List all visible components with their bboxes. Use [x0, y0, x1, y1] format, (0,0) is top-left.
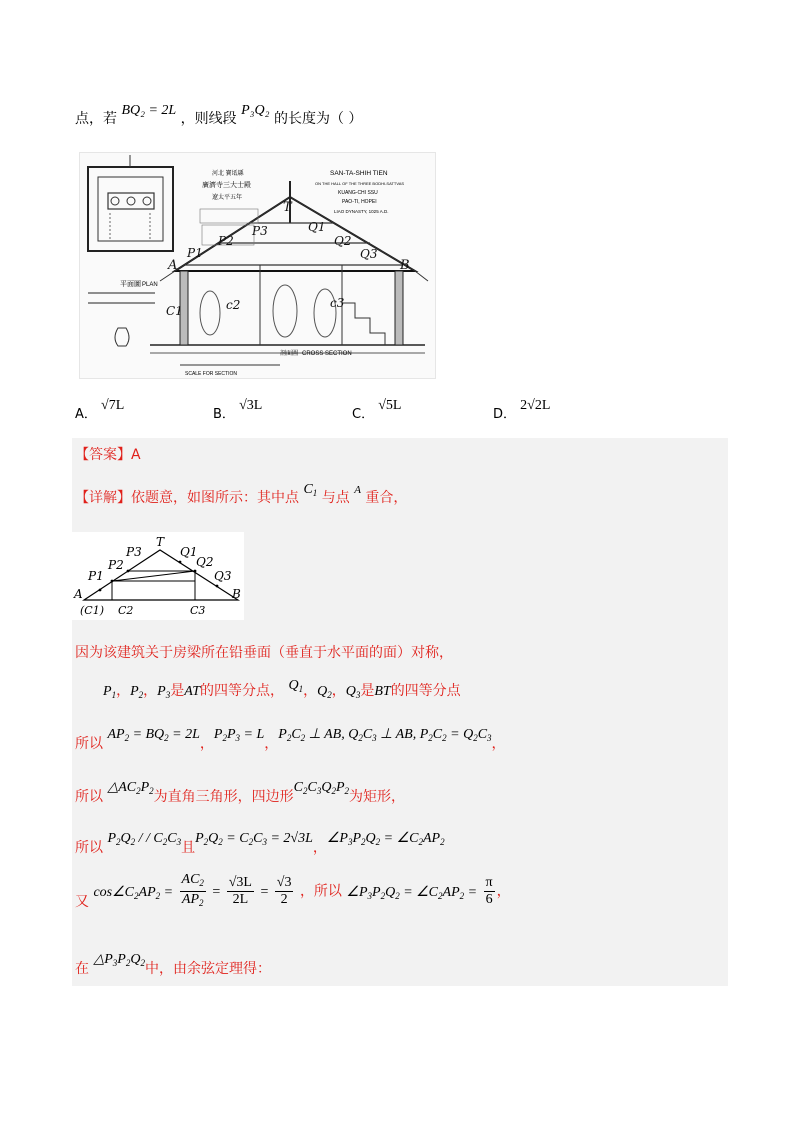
roof-geometry-diagram: [72, 532, 244, 620]
detail-intro-text-c: 重合，: [365, 490, 408, 506]
answer-value: A: [131, 447, 141, 463]
detail-line-6-mid: ，所以: [299, 883, 342, 900]
photo-label-Q1: Q1: [308, 220, 326, 234]
title-line-4: PAO-TI, HOPEI: [342, 199, 377, 205]
detail-intro-text-b: 与点: [321, 490, 350, 506]
detail-line-4-b: 为矩形，: [349, 789, 406, 805]
photo-label-Q2: Q2: [334, 234, 352, 248]
stem-mid: ，则线段: [180, 111, 237, 127]
stem-suffix: 的长度为（ ）: [273, 111, 363, 127]
detail-line-2-c: 的四等分点: [390, 683, 461, 699]
answer-line: [75, 444, 141, 464]
section-cn-label: 剖面圖: [280, 351, 299, 357]
detail-line-3: 所以 $AP_2 = BQ_2 = 2L$，$P_2P_3 = L$，$P_2C_2$ ⊥ AB, $Q_2C_3$ ⊥ AB, $P_2C_2 = Q_2C_3$，: [75, 727, 506, 752]
photo-label-A: A: [168, 258, 178, 273]
photo-label-P2: P2: [218, 234, 234, 248]
cn-caption-2: 廣濟寺三大士殿: [202, 182, 251, 189]
option-d-label: D．: [493, 407, 517, 422]
stem-segment: P₃Q₂: [241, 103, 270, 118]
title-line-3: KUANG-CHI SSU: [338, 190, 378, 196]
detail-line-2: $P_1$，$P_2$，$P_3$是AT的四等分点， $Q_1$，$Q_2$，$Q_3$是BT的四等分点: [103, 678, 461, 700]
answer-tag: 【答案】: [75, 447, 131, 463]
diag-label-C2: C2: [118, 604, 134, 617]
title-line-1: SAN-TA-SHIH TIEN: [330, 170, 388, 177]
detail-tag: 【详解】: [75, 490, 131, 506]
cn-caption-1: 河北 寶坻縣: [212, 171, 244, 177]
hall-cross-section-figure: [79, 152, 436, 379]
diag-label-A: A: [74, 587, 83, 601]
photo-label-Q3: Q3: [360, 247, 378, 261]
photo-label-c3: c3: [330, 296, 345, 310]
detail-line-6: 又 $\cos\angle C_2AP_2$ = $\frac{AC_2}{AP_2}$ = $\frac{√3L}{2L}$ = $\frac{√3}{2}$ ，所以 $\angle P_3P_2Q_2$ = $\angle C_2AP_2$ = $\frac{\pi}{6}$ ，: [75, 872, 511, 910]
stem-condition: BQ₂ = 2L: [121, 103, 177, 118]
detail-line-4-prefix: 所以: [75, 789, 103, 805]
title-line-5: LIAO DYNASTY, 1025 A.D.: [334, 209, 389, 214]
detail-line-7-suffix: 中，由余弦定理得：: [144, 961, 271, 977]
detail-intro-text-a: 依题意，如图所示：其中点: [131, 490, 299, 506]
diag-label-Q2: Q2: [196, 555, 214, 569]
diag-label-C3: C3: [190, 604, 206, 617]
photo-label-P3: P3: [252, 224, 268, 238]
diag-label-Q3: Q3: [214, 569, 232, 583]
option-c[interactable]: [352, 398, 402, 423]
detail-line-5-prefix: 所以: [75, 840, 103, 856]
photo-label-T: T: [283, 200, 292, 215]
diag-label-C1: (C1): [80, 604, 104, 617]
section-label: CROSS SECTION: [302, 351, 352, 357]
diag-label-T: T: [156, 535, 165, 549]
geometry-svg: [72, 532, 244, 620]
detail-line-4: 所以 $\triangle AC_2P_2$为直角三角形，四边形$C_2C_3Q_2P_2$为矩形，: [75, 780, 406, 805]
photo-label-P1: P1: [187, 246, 203, 260]
diag-label-Q1: Q1: [180, 545, 198, 559]
stem-prefix: 点，若: [75, 111, 117, 127]
detail-line-1: 因为该建筑关于房梁所在铅垂面（垂直于水平面的面）对称，: [75, 645, 453, 661]
detail-line-5: 所以 $P_2Q_2$ / / $C_2C_3$且$P_2Q_2 = C_2C_3 = 2√3L$，$\angle P_3P_2Q_2$ = $\angle C_2AP_2$: [75, 831, 445, 856]
option-c-value: √5L: [378, 398, 402, 413]
detail-line-2-b: 的四等分点，: [200, 683, 285, 699]
option-b-value: √3L: [239, 398, 263, 413]
detail-line-3-prefix: 所以: [75, 736, 103, 752]
scale-label: SCALE FOR SECTION: [185, 371, 237, 377]
title-line-2: ON THE HALL OF THE THREE BODHI-SATTVAS: [315, 181, 405, 186]
detail-line-7-prefix: 在: [75, 961, 89, 977]
plan-cn-label: 平面圖: [120, 281, 141, 288]
detail-line-5-mid: 且: [181, 840, 196, 856]
point-a: A: [354, 484, 361, 496]
diag-label-P3: P3: [126, 545, 142, 559]
detail-line-4-a: 为直角三角形，四边形: [153, 789, 294, 805]
option-a-label: A．: [75, 407, 97, 422]
hall-drawing: [80, 153, 435, 378]
diag-label-P1: P1: [88, 569, 104, 583]
detail-line-2-a: 是: [170, 683, 185, 699]
detail-line-6-prefix: 又: [75, 893, 89, 910]
option-d-value: 2√2L: [520, 398, 551, 413]
option-a[interactable]: [75, 398, 125, 423]
detail-intro: [75, 482, 408, 507]
option-a-value: √7L: [101, 398, 125, 413]
photo-label-B: B: [400, 258, 410, 273]
photo-label-c2: c2: [226, 298, 241, 312]
photo-label-C1: C1: [166, 304, 183, 318]
detail-line-7: 在 $\triangle P_3P_2Q_2$中，由余弦定理得：: [75, 952, 271, 977]
question-stem: [75, 103, 363, 128]
point-c1: $C_1$: [303, 482, 318, 498]
option-c-label: C．: [352, 407, 375, 422]
option-d[interactable]: [493, 398, 551, 423]
cn-caption-3: 遼太平五年: [212, 195, 243, 201]
option-b[interactable]: [213, 398, 263, 423]
plan-label: PLAN: [142, 282, 158, 288]
diag-label-B: B: [232, 587, 241, 601]
option-b-label: B．: [213, 407, 235, 422]
diag-label-P2: P2: [108, 558, 124, 572]
